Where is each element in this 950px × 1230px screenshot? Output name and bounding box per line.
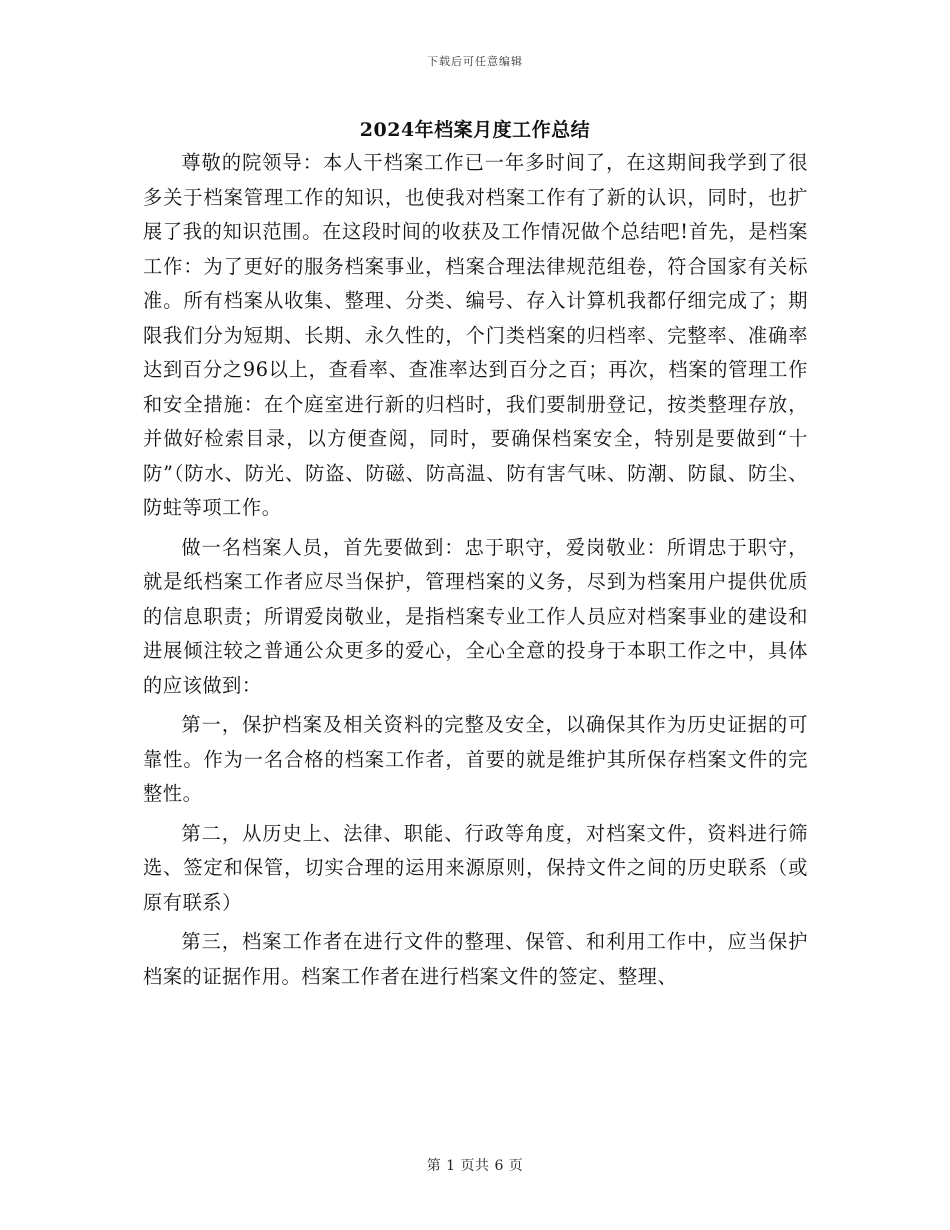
document-title: 2024年档案月度工作总结 [359, 119, 591, 141]
paragraph-5: 第三，档案工作者在进行文件的整理、保管、和利用工作中，应当保护档案的证据作用。档案工作者在进行档案文件的签定、整理、 [143, 930, 808, 988]
paragraph-4: 第二，从历史上、法律、职能、行政等角度，对档案文件，资料进行筛选、签定和保管，切实合理的运用来源原则，保持文件之间的历史联系（或原有联系） [143, 821, 808, 914]
document-body [143, 146, 808, 999]
paragraph-1: 尊敬的院领导：本人干档案工作已一年多时间了，在这期间我学到了很多关于档案管理工作的知识，也使我对档案工作有了新的认识，同时，也扩展了我的知识范围。在这段时间的收获及工作情况做个总结吧!首先，是档案工作：为了更好的服务档案事业，档案合理法律规范组卷，符合国家有关标准。所有档案从收集、整理、分类、编号、存入计算机我都仔细完成了；期限我们分为短期、长期、永久性的，个门类档案的归档率、完整率、准确率达到百分之96以上，查看率、查准率达到百分之百；再次，档案的管理工作和安全措施：在个庭室进行新的归档时，我们要制册登记，按类整理存放，并做好检索目录，以方便查阅，同时，要确保档案安全，特别是要做到“十防”（防水、防光、防盗、防磁、防高温、防有害气味、防潮、防鼠、防尘、防蛀等项工作。 [143, 151, 808, 519]
paragraph-2: 做一名档案人员，首先要做到：忠于职守，爱岗敬业：所谓忠于职守，就是纸档案工作者应尽当保护，管理档案的义务，尽到为档案用户提供优质的信息职责；所谓爱岗敬业，是指档案专业工作人员应对档案事业的建设和进展倾注较之普通公众更多的爱心，全心全意的投身于本职工作之中，具体的应该做到： [143, 535, 808, 697]
header-note: 下载后可任意编辑 [427, 55, 523, 68]
page-footer [0, 1155, 950, 1175]
page-number-label: 第 1 页共 6 页 [426, 1158, 524, 1174]
paragraph-3: 第一，保护档案及相关资料的完整及安全，以确保其作为历史证据的可靠性。作为一名合格的档案工作者，首要的就是维护其所保存档案文件的完整性。 [143, 713, 808, 805]
